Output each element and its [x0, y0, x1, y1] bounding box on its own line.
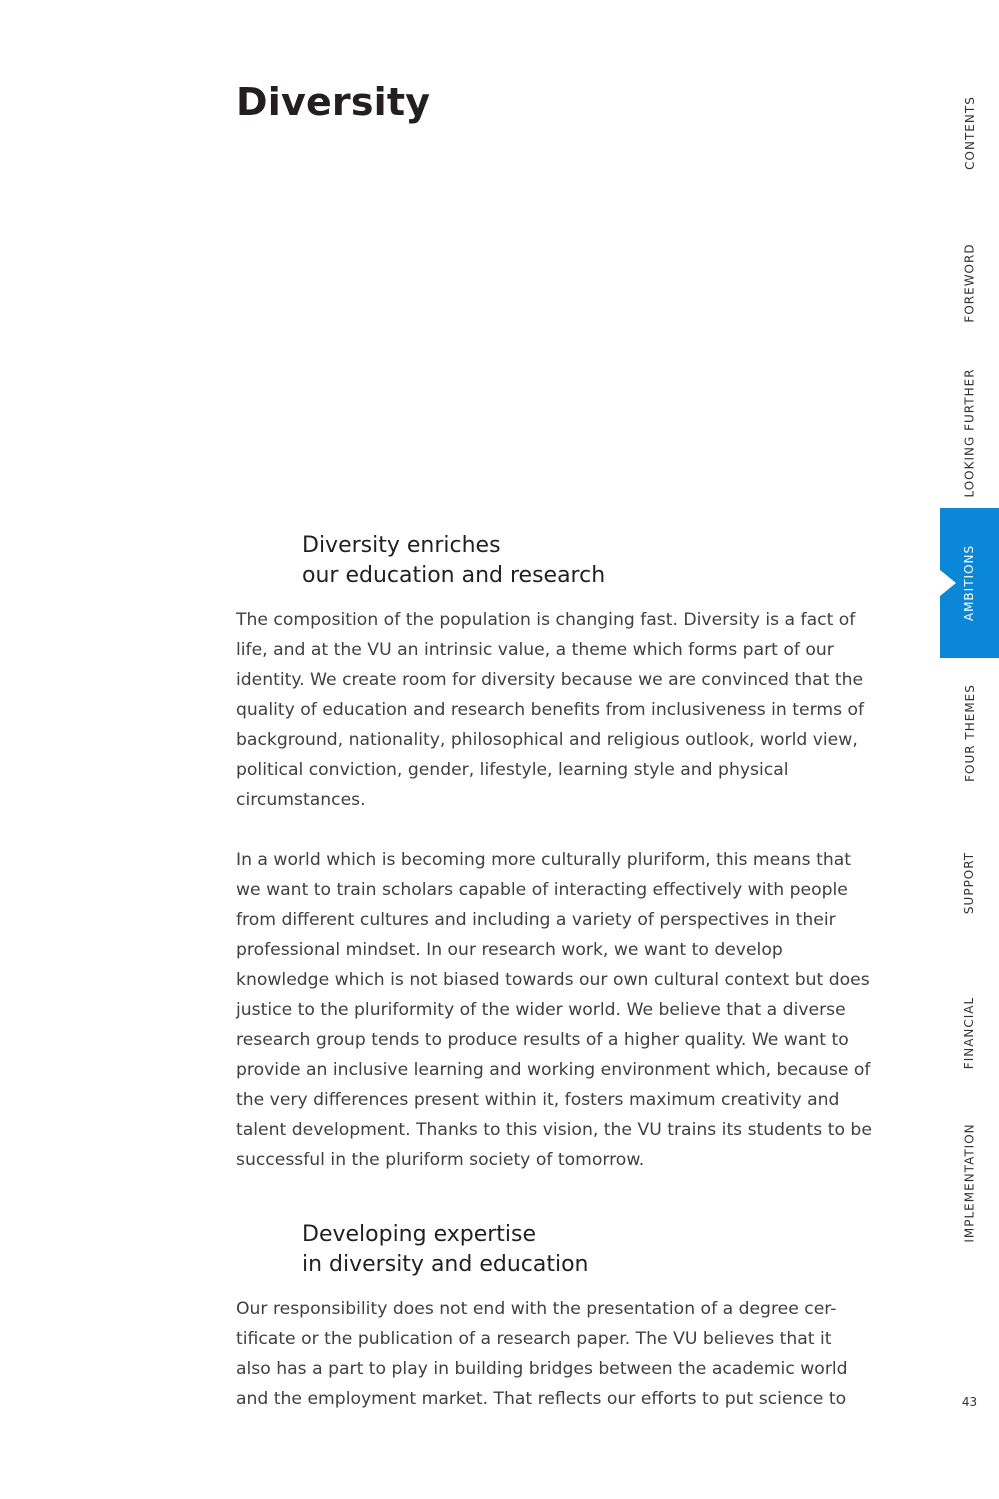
text-line: background, nationality, philosophical and religious outlook, world view,: [236, 729, 858, 750]
page-title: Diversity: [236, 80, 431, 124]
text-line: quality of education and research benefits from inclusiveness in terms of: [236, 699, 865, 720]
text-line: life, and at the VU an intrinsic value, a theme which forms part of our: [236, 639, 834, 660]
paragraph: [236, 606, 916, 816]
nav-item-label: FOUR THEMES: [962, 684, 977, 782]
text-line: knowledge which is not biased towards our own cultural context but does: [236, 969, 870, 990]
nav-item-label: SUPPORT: [962, 851, 977, 915]
text-line: justice to the pluriformity of the wider world. We believe that a diverse: [236, 999, 846, 1020]
nav-item-four-themes[interactable]: [940, 658, 999, 808]
paragraph: [236, 846, 916, 1175]
text-line: successful in the pluriform society of tomorrow.: [236, 1149, 645, 1170]
text-line: also has a part to play in building bridges between the academic world: [236, 1358, 848, 1379]
text-line: professional mindset. In our research work, we want to develop: [236, 939, 783, 960]
heading-line: our education and research: [302, 563, 606, 588]
nav-item-financial[interactable]: [940, 958, 999, 1108]
text-line: identity. We create room for diversity because we are convinced that the: [236, 669, 864, 690]
nav-item-looking-further[interactable]: [940, 358, 999, 508]
text-line: tificate or the publication of a research paper. The VU believes that it: [236, 1328, 832, 1349]
nav-item-label: AMBITIONS: [962, 544, 977, 622]
text-line: research group tends to produce results of a higher quality. We want to: [236, 1029, 849, 1050]
text-line: In a world which is becoming more culturally pluriform, this means that: [236, 850, 851, 870]
nav-item-support[interactable]: [940, 808, 999, 958]
nav-item-contents[interactable]: [940, 58, 999, 208]
text-line: talent development. Thanks to this vision, the VU trains its students to be: [236, 1119, 872, 1140]
nav-item-label: IMPLEMENTATION: [962, 1123, 977, 1243]
text-line: provide an inclusive learning and working environment which, because of: [236, 1059, 871, 1080]
nav-item-ambitions[interactable]: [940, 508, 999, 658]
nav-item-label: FOREWORD: [962, 243, 977, 323]
nav-item-label: CONTENTS: [962, 96, 977, 170]
text-line: we want to train scholars capable of interacting effectively with people: [236, 879, 848, 900]
text-line: the very differences present within it, fosters maximum creativity and: [236, 1089, 840, 1110]
heading-line: Developing expertise: [302, 1222, 537, 1247]
nav-item-label: LOOKING FURTHER: [962, 368, 977, 498]
text-line: circumstances.: [236, 789, 366, 810]
nav-item-implementation[interactable]: [940, 1108, 999, 1258]
text-line: Our responsibility does not end with the presentation of a degree cer-: [236, 1299, 837, 1319]
nav-item-label: FINANCIAL: [962, 996, 977, 1070]
side-nav: [940, 0, 999, 1499]
text-line: and the employment market. That reflects our efforts to put science to: [236, 1388, 847, 1409]
active-pointer-icon: [940, 570, 956, 596]
section-heading-developing-expertise: [302, 1220, 588, 1280]
section-heading-diversity-enriches: [302, 531, 605, 591]
text-line: political conviction, gender, lifestyle, learning style and physical: [236, 759, 789, 780]
heading-line: Diversity enriches: [302, 533, 501, 558]
paragraph: [236, 1295, 916, 1415]
nav-item-foreword[interactable]: [940, 208, 999, 358]
page-number: 43: [961, 1395, 978, 1409]
text-line: from different cultures and including a variety of perspectives in their: [236, 909, 836, 930]
heading-line: in diversity and education: [302, 1252, 589, 1277]
text-line: The composition of the population is changing fast. Diversity is a fact of: [236, 610, 856, 630]
